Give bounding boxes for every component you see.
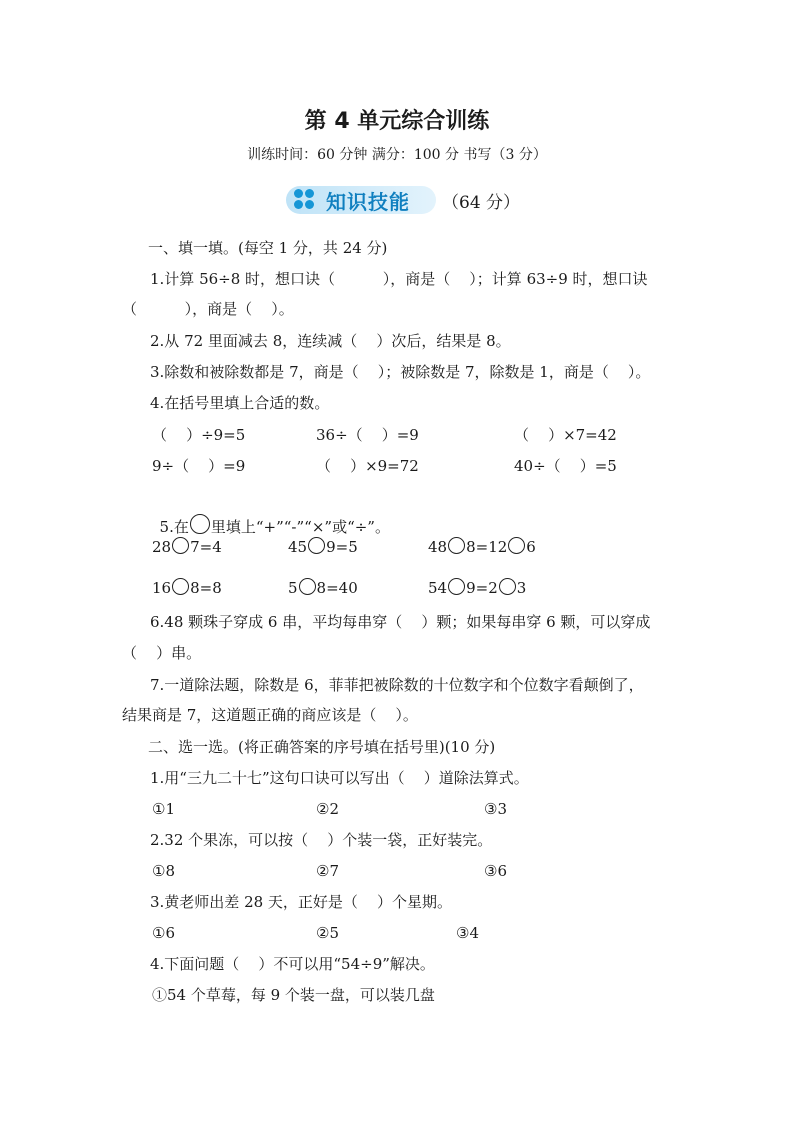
page-title: 第 4 单元综合训练 xyxy=(304,109,490,134)
question-1-line-1: 1.计算 56÷8 时，想口诀（ ），商是（ ）；计算 63÷9 时，想口诀 xyxy=(150,270,648,288)
choice-question-1: 1.用“三九二十七”这句口诀可以写出（ ）道除法算式。 xyxy=(150,769,529,787)
option: ①8 xyxy=(152,862,175,880)
q5-item: 5 8=40 xyxy=(288,579,358,597)
question-3: 3.除数和被除数都是 7，商是（ ）；被除数是 7，除数是 1，商是（ ）。 xyxy=(150,363,651,381)
option: ③4 xyxy=(456,924,479,942)
circle-blank-icon[interactable] xyxy=(499,578,516,595)
q5-item: 16 8=8 xyxy=(152,579,222,597)
circle-blank-icon[interactable] xyxy=(299,578,316,595)
q4-item: （ ）×9=72 xyxy=(316,457,419,475)
circle-blank-icon xyxy=(190,514,210,534)
circle-blank-icon[interactable] xyxy=(448,537,465,554)
question-7-line-1: 7.一道除法题，除数是 6，菲菲把被除数的十位数字和个位数字看颠倒了， xyxy=(150,676,644,694)
q4-item: （ ）×7=42 xyxy=(514,426,617,444)
option: ①54 个草莓，每 9 个装一盘，可以装几盘 xyxy=(152,986,435,1004)
option: ②7 xyxy=(316,862,339,880)
q5-item: 54 9=2 3 xyxy=(428,579,527,597)
banner-pill xyxy=(286,186,436,214)
choice-question-4: 4.下面问题（ ）不可以用“54÷9”解决。 xyxy=(150,955,435,973)
option: ②2 xyxy=(316,800,339,818)
q5-item: 45 9=5 xyxy=(288,538,358,556)
exam-info: 训练时间：60 分钟 满分：100 分 书写（3 分） xyxy=(247,147,547,163)
q4-item: 40÷（ ）=5 xyxy=(514,457,617,475)
circle-blank-icon[interactable] xyxy=(172,578,189,595)
option: ③6 xyxy=(484,862,507,880)
q4-item: （ ）÷9=5 xyxy=(152,426,246,444)
circle-blank-icon[interactable] xyxy=(508,537,525,554)
circle-blank-icon[interactable] xyxy=(172,537,189,554)
banner-score: （64 分） xyxy=(442,192,521,213)
four-dots-icon xyxy=(294,189,316,211)
question-2: 2.从 72 里面减去 8，连续减（ ）次后，结果是 8。 xyxy=(150,332,511,350)
option: ②5 xyxy=(316,924,339,942)
section-heading: 二、选一选。(将正确答案的序号填在括号里)(10 分) xyxy=(148,738,496,756)
banner-label: 知识技能 xyxy=(326,189,410,214)
q5-item: 48 8=12 6 xyxy=(428,538,536,556)
option: ③3 xyxy=(484,800,507,818)
choice-question-2: 2.32 个果冻，可以按（ ）个装一袋，正好装完。 xyxy=(150,831,493,849)
question-6-line-2: （ ）串。 xyxy=(122,644,202,662)
q4-item: 36÷（ ）=9 xyxy=(316,426,419,444)
question-4: 4.在括号里填上合适的数。 xyxy=(150,394,330,412)
question-7-line-2: 结果商是 7，这道题正确的商应该是（ ）。 xyxy=(122,706,418,724)
q5-item: 28 7=4 xyxy=(152,538,222,556)
question-1-line-2: （ ），商是（ ）。 xyxy=(122,300,294,318)
section-heading: 一、填一填。(每空 1 分，共 24 分) xyxy=(148,239,388,257)
circle-blank-icon[interactable] xyxy=(448,578,465,595)
section-banner xyxy=(286,185,520,215)
q5-prefix: 5.在 xyxy=(159,518,189,536)
option: ①6 xyxy=(152,924,175,942)
question-5 xyxy=(150,494,390,537)
q5-suffix: 里填上“+”“-”“×”或“÷”。 xyxy=(210,518,390,536)
circle-blank-icon[interactable] xyxy=(308,537,325,554)
choice-question-3: 3.黄老师出差 28 天，正好是（ ）个星期。 xyxy=(150,893,453,911)
question-6-line-1: 6.48 颗珠子穿成 6 串，平均每串穿（ ）颗；如果每串穿 6 颗，可以穿成 xyxy=(150,613,651,631)
option: ①1 xyxy=(152,800,175,818)
q4-item: 9÷（ ）=9 xyxy=(152,457,246,475)
